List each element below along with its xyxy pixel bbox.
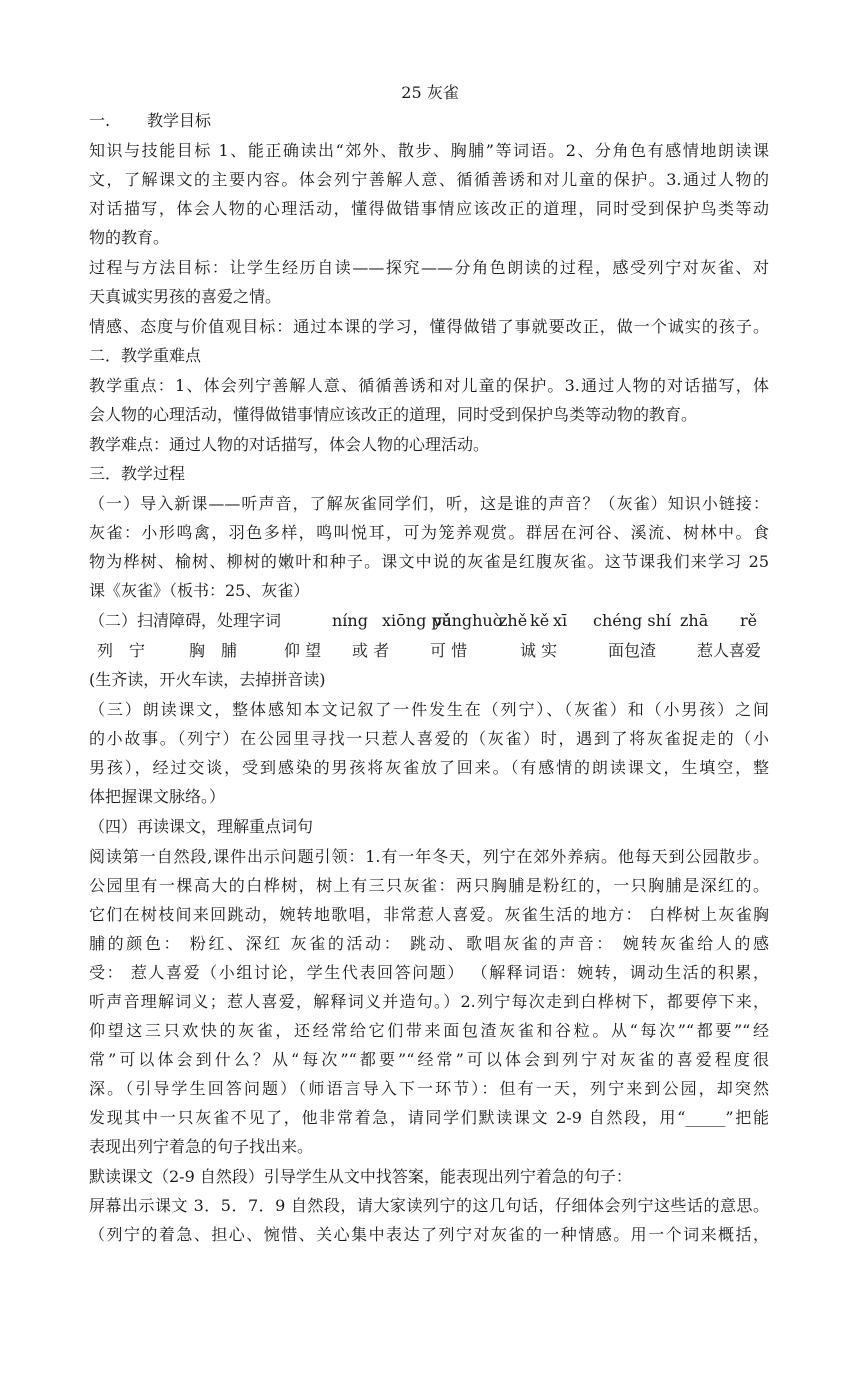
vocab-item: 惹人喜爱 <box>697 641 762 660</box>
text-line: 发现其中一只灰雀不见了，他非常着急，请同学们默读课文 2-9 自然段，用“_____”把能 <box>89 1108 769 1127</box>
text-line: 公园里有一棵高大的白桦树，树上有三只灰雀：两只胸脯是粉红的，一只胸脯是深红的。 <box>89 876 769 895</box>
pinyin-item: níng <box>332 611 368 630</box>
text-line: 灰雀：小形鸣禽，羽色多样，鸣叫悦耳，可为笼养观赏。群居在河谷、溪流、树林中。食 <box>89 523 769 542</box>
pinyin-line <box>89 607 789 635</box>
pinyin-item: xiōng pú <box>382 611 452 630</box>
text-line: 屏幕出示课文 3．5．7．9 自然段，请大家读列宁的这几句话，仔细体会列宁这些话的意思。 <box>89 1196 769 1215</box>
text-line: 体把握课文脉络。） <box>89 787 226 806</box>
text-line: 物的教育。 <box>89 228 170 247</box>
text-line: 二．教学重难点 <box>89 346 202 365</box>
vocab-item: 仰 望 <box>284 641 322 660</box>
text-line: 知识与技能目标 1、能正确读出“郊外、散步、胸脯”等词语。2、分角色有感情地朗读课 <box>89 141 769 160</box>
pinyin-item: chéng shí <box>593 611 671 630</box>
text-line: 的小故事。（列宁）在公园里寻找一只惹人喜爱的（灰雀）时，遇到了将灰雀捉走的（小 <box>89 729 769 748</box>
text-line: 会人物的心理活动，懂得做错事情应该改正的道理，同时受到保护鸟类等动物的教育。 <box>89 405 698 424</box>
text-line: 受： 惹人喜爱（小组讨论，学生代表回答问题） （解释词语：婉转，调动生活的积累， <box>89 963 769 982</box>
text-line: 教学重点：1、体会列宁善解人意、循循善诱和对儿童的保护。3.通过人物的对话描写，体 <box>89 376 769 395</box>
text-line: 脯的颜色： 粉红、深红 灰雀的活动： 跳动、歌唱灰雀的声音： 婉转灰雀给人的感 <box>89 934 769 953</box>
vocab-item: 胸 脯 <box>189 641 238 660</box>
text-line: 听声音理解词义；惹人喜爱，解释词义并造句。）2.列宁每次走到白桦树下，都要停下来， <box>89 992 769 1011</box>
text-line: 仰望这三只欢快的灰雀，还经常给它们带来面包渣灰雀和谷粒。从“每次”“都要”“经 <box>89 1021 769 1040</box>
text-line: 文，了解课文的主要内容。体会列宁善解人意、循循善诱和对儿童的保护。3.通过人物的 <box>89 170 769 189</box>
heading-text: 教学目标 <box>147 111 212 130</box>
text-line: （三）朗读课文，整体感知本文记叙了一件发生在（列宁）、（灰雀）和（小男孩）之间 <box>89 700 769 719</box>
text-line: 情感、态度与价值观目标：通过本课的学习，懂得做错了事就要改正，做一个诚实的孩子。 <box>89 317 769 336</box>
text-line: 默读课文（2-9 自然段）引导学生从文中找答案，能表现出列宁着急的句子： <box>89 1167 632 1186</box>
text-line: 它们在树枝间来回跳动，婉转地歌唱，非常惹人喜爱。灰雀生活的地方： 白桦树上灰雀胸 <box>89 905 769 924</box>
heading-number: 一. <box>89 111 111 130</box>
pinyin-item: zhā <box>680 611 709 630</box>
text-line: (生齐读，开火车读，去掉拼音读) <box>89 670 326 689</box>
pinyin-item: rě <box>740 611 758 630</box>
vocab-item: 诚 实 <box>520 641 558 660</box>
text-line: 常”可以体会到什么？从“每次”“都要”“经常”可以体会到列宁对灰雀的喜爱程度很 <box>89 1050 769 1069</box>
vocab-item: 或 者 <box>352 641 390 660</box>
text-line: 过程与方法目标：让学生经历自读——探究——分角色朗读的过程，感受列宁对灰雀、对 <box>89 258 769 277</box>
text-line: 课《灰雀》（板书：25、灰雀） <box>89 581 310 600</box>
text-line: （列宁的着急、担心、惋惜、关心集中表达了列宁对灰雀的一种情感。用一个词来概括， <box>89 1225 769 1244</box>
pinyin-item: xī <box>553 611 568 630</box>
text-line: 物为桦树、榆树、柳树的嫩叶和种子。课文中说的灰雀是红腹灰雀。这节课我们来学习 25 <box>89 552 769 571</box>
vocab-item: 列 宁 <box>97 641 146 660</box>
text-line: 阅读第一自然段,课件出示问题引领：1.有一年冬天，列宁在郊外养病。他每天到公园散步。 <box>89 847 769 866</box>
pinyin-item: kě <box>530 611 550 630</box>
pinyin-item: yǎnghuò <box>433 611 503 630</box>
text-line: 天真诚实男孩的喜爱之情。 <box>89 287 282 306</box>
pinyin-label: （二）扫清障碍，处理字词 <box>89 611 282 630</box>
text-line: （四）再读课文，理解重点词句 <box>89 817 314 836</box>
vocab-item: 可 惜 <box>430 641 468 660</box>
text-line: 三．教学过程 <box>89 464 186 483</box>
text-line: 深。（引导学生回答问题）（师语言导入下一环节）：但有一天，列宁来到公园，却突然 <box>89 1079 769 1098</box>
document-title: 25 灰雀 <box>401 83 459 102</box>
text-line: 表现出列宁着急的句子找出来。 <box>89 1137 314 1156</box>
text-line: （一）导入新课——听声音，了解灰雀同学们，听，这是谁的声音？（灰雀）知识小链接： <box>89 494 769 513</box>
pinyin-item: zhě <box>499 611 528 630</box>
section-heading <box>89 107 769 135</box>
text-line: 男孩），经过交谈，受到感染的男孩将灰雀放了回来。（有感情的朗读课文，生填空，整 <box>89 758 769 777</box>
vocab-item: 面包渣 <box>608 641 657 660</box>
text-line: 教学难点：通过人物的对话描写，体会人物的心理活动。 <box>89 435 490 454</box>
text-line: 对话描写，体会人物的心理活动，懂得做错事情应该改正的道理，同时受到保护鸟类等动 <box>89 199 769 218</box>
